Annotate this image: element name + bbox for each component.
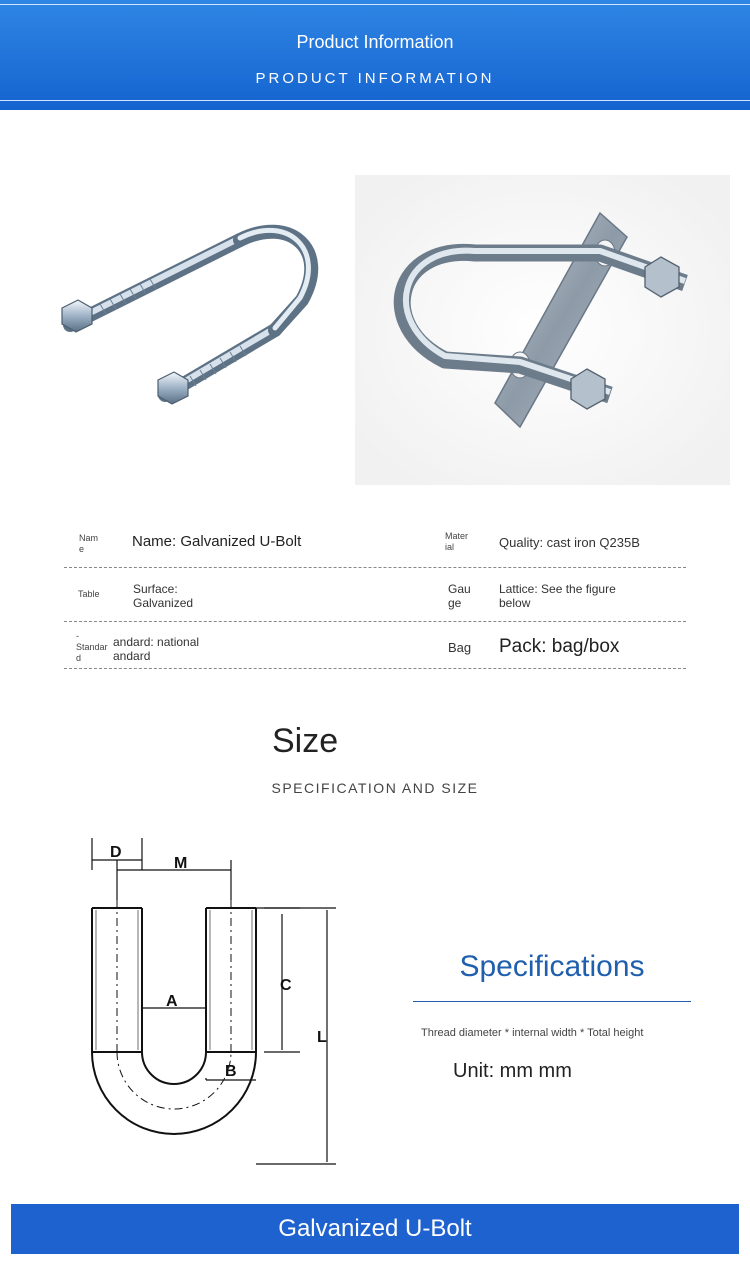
dim-label-b: B [225, 1063, 237, 1080]
spec-value-name: Name: Galvanized U-Bolt [132, 533, 302, 550]
row-divider [64, 621, 686, 622]
header-title: Product Information [296, 32, 454, 52]
size-title: Size [272, 722, 339, 760]
spec-value-standard: andard: national andard [113, 635, 200, 663]
specifications-rule [413, 1001, 691, 1002]
spec-label-material: Mater ial [445, 531, 469, 552]
size-subtitle: SPECIFICATION AND SIZE [271, 780, 479, 796]
u-bolt-with-plate-photo [355, 175, 730, 485]
dim-label-a: A [166, 993, 178, 1010]
spec-table [0, 515, 750, 675]
header-top-line [0, 4, 750, 5]
header-subtitle: PRODUCT INFORMATION [255, 70, 495, 87]
dim-label-c: C [280, 977, 292, 994]
spec-value-gauge: Lattice: See the figure below [499, 582, 616, 610]
galvanized-u-bolt-photo [40, 190, 340, 430]
row-divider [64, 567, 686, 568]
spec-value-surface: Surface: Galvanized [133, 582, 194, 610]
spec-label-gauge: Gau ge [448, 582, 471, 610]
specifications-title: Specifications [459, 950, 645, 983]
row-divider [64, 668, 686, 669]
dim-label-l: L [317, 1029, 327, 1046]
header-banner [0, 0, 750, 110]
dim-label-m: M [174, 855, 188, 872]
specifications-unit: Unit: mm mm [453, 1060, 572, 1082]
dim-label-d: D [110, 844, 122, 861]
spec-label-surface: Table [78, 589, 100, 599]
spec-value-material: Quality: cast iron Q235B [499, 535, 640, 550]
header-bottom-line [0, 100, 750, 101]
spec-label-standard: - Standar d [76, 631, 108, 663]
footer-banner: Galvanized U-Bolt [11, 1204, 739, 1254]
spec-label-name: Nam e [79, 533, 99, 554]
specifications-note: Thread diameter * internal width * Total height [421, 1027, 644, 1039]
spec-value-pack: Pack: bag/box [499, 636, 620, 657]
spec-label-bag: Bag [448, 640, 472, 655]
u-bolt-dimension-diagram [40, 830, 370, 1190]
